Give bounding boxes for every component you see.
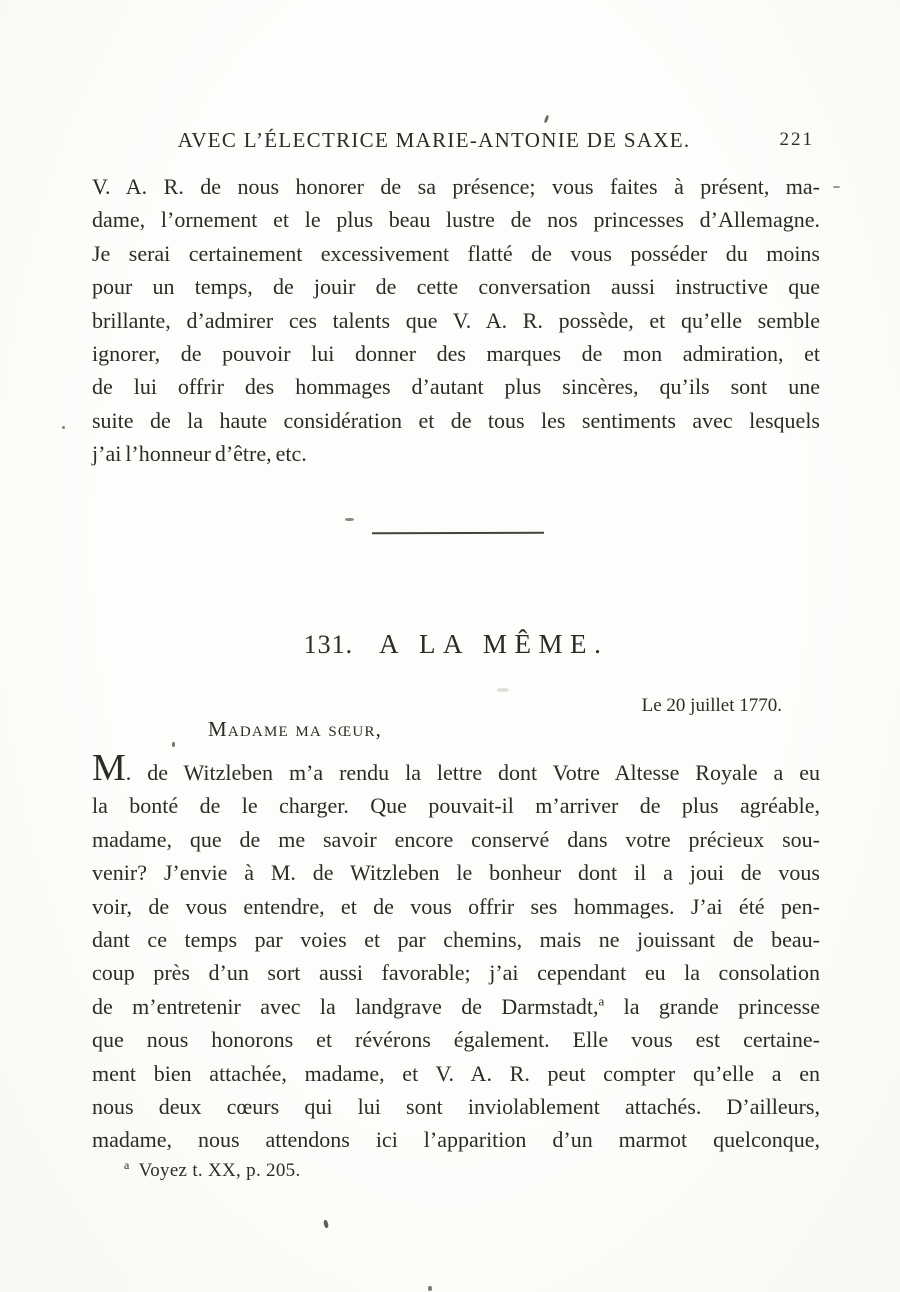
footnote xyxy=(124,1157,301,1182)
header-title: AVEC L’ÉLECTRICE MARIE-ANTONIE DE SAXE. xyxy=(177,128,691,152)
letter-body xyxy=(92,747,820,1157)
text-line: V. A. R. de nous honorer de sa présence; vous faites à présent, ma- xyxy=(92,174,820,199)
text-line: coup près d’un sort aussi favorable; j’ai cependant eu la consolation xyxy=(92,960,820,986)
previous-letter-continuation xyxy=(92,170,820,471)
scan-speck xyxy=(62,426,65,429)
text-line: nous deux cœurs qui lui sont inviolablement attachés. D’ailleurs, xyxy=(92,1093,820,1119)
scan-speck xyxy=(833,186,840,188)
text-line: voir, de vous entendre, et de vous offrir ses hommages. J’ai été pen- xyxy=(92,893,820,919)
page-number: 221 xyxy=(779,129,814,150)
text-line: dame, l’ornement et le plus beau lustre de nos princesses d’Allemagne. xyxy=(92,207,820,233)
text-line: j’ai l’honneur d’être, etc. xyxy=(92,441,307,467)
scan-speck xyxy=(428,1286,432,1291)
text-line-rest: . de Witzleben m’a rendu la lettre dont Votre Altesse Royale a eu xyxy=(125,760,820,785)
text-line: suite de la haute considération et de tous les sentiments avec lesquels xyxy=(92,407,820,433)
letter-title: A LA MÊME. xyxy=(379,629,609,659)
text-line: madame, que de me savoir encore conservé dans votre précieux sou- xyxy=(92,826,820,852)
text-line: pour un temps, de jouir de cette conversation aussi instructive que xyxy=(92,274,820,300)
text-line: ment bien attachée, madame, et V. A. R. peut compter qu’elle a en xyxy=(92,1060,820,1086)
footnote-marker: a xyxy=(598,993,605,1009)
text-line: de lui offrir des hommages d’autant plus sincères, qu’ils sont une xyxy=(92,374,820,400)
scan-speck xyxy=(497,688,509,692)
text-segment: de m’entretenir avec la landgrave de Darmstadt, xyxy=(92,993,599,1019)
text-segment: la grande princesse xyxy=(604,993,820,1019)
section-divider xyxy=(372,532,544,535)
letter-date: Le 20 juillet 1770. xyxy=(641,695,782,716)
scan-speck xyxy=(544,115,550,124)
text-line: dant ce temps par voies et par chemins, mais ne jouissant de beau- xyxy=(92,926,820,952)
letter-heading xyxy=(92,629,820,660)
drop-cap: M xyxy=(92,747,126,789)
text-line: ignorer, de pouvoir lui donner des marques de mon admiration, et xyxy=(92,340,820,366)
footnote-text: Voyez t. XX, p. 205. xyxy=(138,1160,301,1181)
text-line xyxy=(92,990,820,1023)
scan-speck xyxy=(172,742,175,747)
scan-speck xyxy=(345,518,354,521)
footnote-marker: a xyxy=(124,1157,130,1172)
letter-number: 131. xyxy=(303,630,354,659)
scan-speck xyxy=(323,1220,329,1229)
salutation: Madame ma sœur, xyxy=(208,717,383,741)
text-line xyxy=(92,747,820,789)
running-header xyxy=(92,128,820,154)
text-line: venir? J’envie à M. de Witzleben le bonheur dont il a joui de vous xyxy=(92,860,820,886)
text-line: la bonté de le charger. Que pouvait-il m’arriver de plus agréable, xyxy=(92,793,820,819)
text-line: que nous honorons et révérons également. Elle vous est certaine- xyxy=(92,1027,820,1053)
text-line: brillante, d’admirer ces talents que V. A. R. possède, et qu’elle semble xyxy=(92,307,820,333)
text-line: madame, nous attendons ici l’apparition d’un marmot quelconque, xyxy=(92,1127,820,1153)
text-line: Je serai certainement excessivement flatté de vous posséder du moins xyxy=(92,240,820,266)
